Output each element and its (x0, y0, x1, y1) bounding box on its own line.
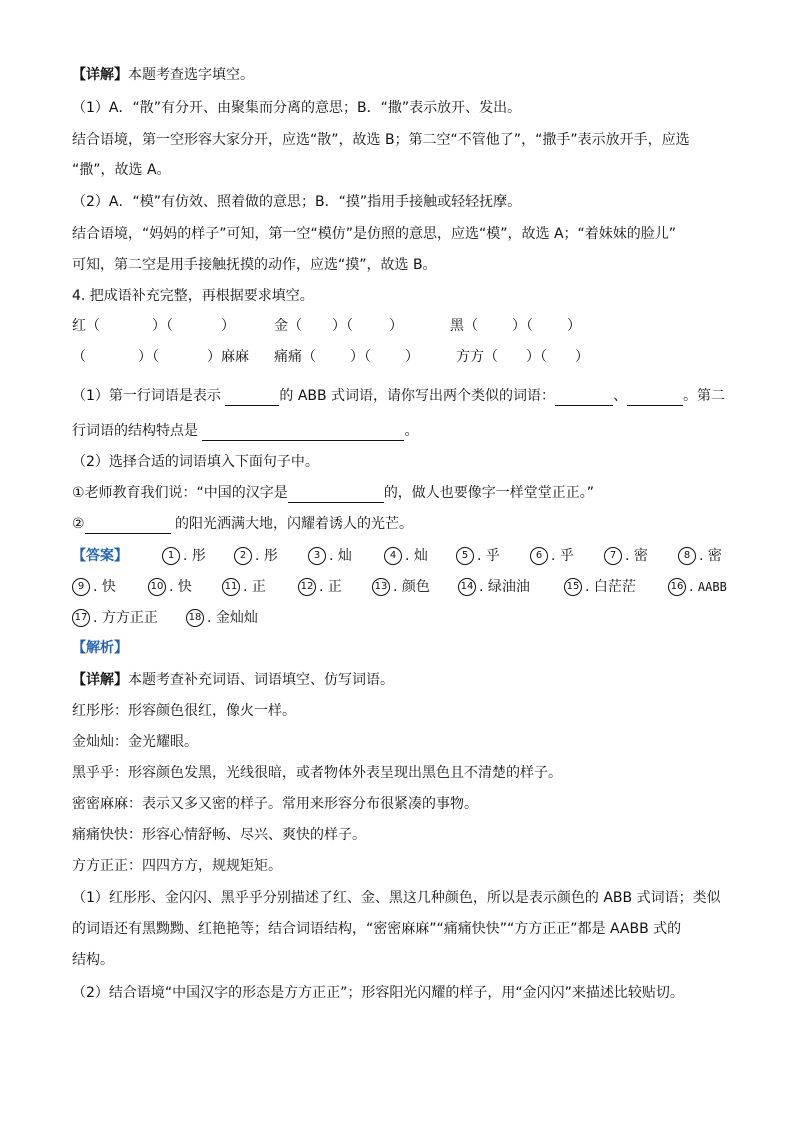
answer-separator: . (477, 548, 486, 564)
answer-text: 方方正正 (101, 610, 158, 626)
answer-text: 彤 (263, 548, 278, 564)
sentence-text: 的阳光洒满大地，闪耀着诱人的光芒。 (175, 516, 414, 532)
idiom-suffix: ） (389, 318, 403, 334)
idiom-slot (72, 316, 235, 336)
idiom-suffix: ） (405, 349, 419, 365)
answer-separator: . (207, 610, 216, 626)
answer-separator: . (93, 610, 102, 626)
analysis-line: 红彤彤：形容颜色很红，像火一样。 (72, 703, 296, 719)
answer-item (72, 608, 158, 628)
answer-label: 【答案】 (72, 548, 128, 564)
answer-item (234, 546, 278, 566)
idiom-middle: ）（ (526, 349, 547, 365)
answer-number: 17 (72, 609, 90, 627)
answer-item (604, 546, 648, 566)
answer-blank[interactable] (85, 517, 171, 534)
answer-item (148, 577, 192, 597)
subquestion-text: 的 ABB 式词语，请你写出两个类似的词语： (279, 388, 556, 404)
analysis-line: 黑乎乎：形容颜色发黑，光线很暗，或者物体外表呈现出黑色且不清楚的样子。 (72, 765, 562, 781)
answer-item (222, 577, 266, 597)
analysis-line: （2）结合语境“中国汉字的形态是方方正正”；形容阳光闪耀的样子，用“金闪闪”来描述比较贴切。 (72, 985, 684, 1001)
subquestion-1-line1 (72, 386, 725, 406)
idiom-middle: ）（ (512, 318, 533, 334)
answer-separator: . (699, 548, 708, 564)
answer-text: 正 (251, 579, 266, 595)
answer-text: 快 (177, 579, 192, 595)
idiom-middle: ）（ (332, 318, 353, 334)
answer-number: 18 (186, 609, 204, 627)
analysis-line: 结构。 (72, 952, 114, 968)
answer-item (298, 577, 342, 597)
answer-number: 4 (384, 547, 402, 565)
analysis-heading-line (72, 670, 394, 690)
answer-separator: . (625, 548, 634, 564)
answer-text: 金灿灿 (215, 610, 258, 626)
idiom-prefix: （ (72, 349, 86, 365)
answer-separator: . (243, 579, 252, 595)
answer-number: 6 (530, 547, 548, 565)
answer-item (162, 546, 206, 566)
answer-separator: . (393, 579, 402, 595)
idiom-suffix: ） (221, 318, 235, 334)
analysis-heading: 【详解】 (72, 672, 128, 688)
idiom-suffix: ） (567, 318, 581, 334)
answer-item (372, 577, 430, 597)
answer-text: 彤 (191, 548, 206, 564)
idiom-middle: ）（ (152, 318, 173, 334)
sentence-text: ①老师教育我们说：“中国的汉字是 (72, 485, 288, 501)
answer-text: 白茫茫 (593, 579, 636, 595)
answer-item (72, 577, 116, 597)
subquestion-2-title: （2）选择合适的词语填入下面句子中。 (72, 454, 319, 470)
detail-paragraph: （1）A．“散”有分开、由聚集而分离的意思；B．“撒”表示放开、发出。 (72, 100, 522, 116)
subquestion-1-line2 (72, 421, 418, 441)
answer-blank[interactable] (627, 389, 683, 406)
sentence-text: 的，做人也要像字一样堂堂正正。” (383, 485, 595, 501)
answer-item (308, 546, 352, 566)
answer-text: 密 (707, 548, 722, 564)
answer-text: 密 (633, 548, 648, 564)
subquestion-text: （1）第一行词语是表示 (72, 388, 221, 404)
answer-blank[interactable] (555, 389, 613, 406)
answer-blank[interactable] (225, 389, 279, 406)
answer-separator: . (183, 548, 192, 564)
idiom-slot (72, 347, 249, 367)
answer-number: 10 (148, 578, 166, 596)
answer-separator: . (329, 548, 338, 564)
answer-text: AABB (697, 580, 727, 594)
answer-item (456, 546, 500, 566)
answer-text: 乎 (559, 548, 574, 564)
answer-number: 7 (604, 547, 622, 565)
answer-text: 灿 (337, 548, 352, 564)
answer-separator: . (405, 548, 414, 564)
question-title: 4. 把成语补充完整，再根据要求填空。 (72, 288, 314, 304)
analysis-line: 痛痛快快：形容心情舒畅、尽兴、爽快的样子。 (72, 827, 366, 843)
analysis-line: 的词语还有黑黝黝、红艳艳等；结合词语结构，“密密麻麻”“痛痛快快”“方方正正”都是 AABB 式的 (72, 921, 682, 937)
answer-item (186, 608, 258, 628)
answer-text: 灿 (413, 548, 428, 564)
answer-text: 快 (101, 579, 116, 595)
analysis-line: 金灿灿：金光耀眼。 (72, 734, 198, 750)
answer-separator: . (479, 579, 488, 595)
subquestion-text: 。 (404, 423, 419, 439)
answer-number: 13 (372, 578, 390, 596)
answer-item (384, 546, 428, 566)
answer-number: 12 (298, 578, 316, 596)
answer-separator: . (319, 579, 328, 595)
detail-heading-line (72, 65, 254, 85)
detail-paragraph: “撒”，故选 A。 (72, 162, 171, 178)
detail-heading-text: 本题考查选字填空。 (128, 67, 254, 83)
idiom-slot (274, 347, 419, 367)
detail-paragraph: 结合语境，“妈妈的样子”可知，第一空“模仿”是仿照的意思，应选“模”，故选 A；“着妹妹的脸儿” (72, 226, 677, 242)
analysis-line: （1）红彤彤、金闪闪、黑乎乎分别描述了红、金、黑这几种颜色，所以是表示颜色的 ABB 式词语；类似 (72, 890, 721, 906)
answer-number: 11 (222, 578, 240, 596)
idiom-middle: ）（ (138, 349, 159, 365)
subquestion-2-sentence-2 (72, 514, 413, 534)
analysis-heading-text: 本题考查补充词语、词语填空、仿写词语。 (128, 672, 394, 688)
idiom-slot (274, 316, 403, 336)
idiom-prefix: 黑（ (450, 318, 478, 334)
answer-number: 9 (72, 578, 90, 596)
answer-separator: . (169, 579, 178, 595)
answer-number: 5 (456, 547, 474, 565)
answer-number: 8 (678, 547, 696, 565)
analysis-line: 方方正正：四四方方，规规矩矩。 (72, 858, 282, 874)
subquestion-2-sentence-1 (72, 483, 594, 503)
answer-item (678, 546, 722, 566)
analysis-line: 密密麻麻：表示又多又密的样子。常用来形容分布很紧凑的事物。 (72, 796, 478, 812)
detail-paragraph: （2）A．“模”有仿效、照着做的意思；B．“摸”指用手接触或轻轻抚摩。 (72, 194, 522, 210)
answer-number: 1 (162, 547, 180, 565)
detail-paragraph: 结合语境，第一空形容大家分开，应选“散”，故选 B；第二空“不管他了”，“撒手”表示放开手，应选 (72, 132, 690, 148)
answer-text: 颜色 (401, 579, 430, 595)
answer-separator: . (689, 579, 698, 595)
answer-item (530, 546, 574, 566)
idiom-prefix: 痛痛（ (274, 349, 316, 365)
sentence-text: ② (72, 516, 85, 532)
answer-text: 正 (327, 579, 342, 595)
answer-separator: . (255, 548, 264, 564)
answer-number: 16 (668, 578, 686, 596)
idiom-prefix: 方方（ (456, 349, 498, 365)
answer-text: 绿油油 (487, 579, 530, 595)
idiom-suffix: ）麻麻 (207, 349, 249, 365)
answer-separator: . (93, 579, 102, 595)
answer-text: 乎 (485, 548, 500, 564)
answer-blank[interactable] (202, 424, 404, 441)
analysis-label: 【解析】 (72, 640, 128, 656)
answer-number: 3 (308, 547, 326, 565)
subquestion-text: 行词语的结构特点是 (72, 423, 198, 439)
subquestion-text: 。第二 (683, 388, 726, 404)
answer-blank[interactable] (288, 486, 384, 503)
detail-paragraph: 可知，第二空是用手接触抚摸的动作，应选“摸”，故选 B。 (72, 257, 437, 273)
answer-number: 15 (564, 578, 582, 596)
answer-item (668, 577, 727, 597)
answer-number: 2 (234, 547, 252, 565)
subquestion-text: 、 (613, 388, 628, 404)
answer-item (564, 577, 636, 597)
idiom-slot (456, 347, 589, 367)
answer-separator: . (551, 548, 560, 564)
detail-heading: 【详解】 (72, 67, 128, 83)
idiom-middle: ）（ (350, 349, 371, 365)
answer-separator: . (585, 579, 594, 595)
idiom-slot (450, 316, 581, 336)
idiom-suffix: ） (575, 349, 589, 365)
idiom-prefix: 金（ (274, 318, 302, 334)
answer-item (458, 577, 530, 597)
idiom-prefix: 红（ (72, 318, 100, 334)
answer-number: 14 (458, 578, 476, 596)
